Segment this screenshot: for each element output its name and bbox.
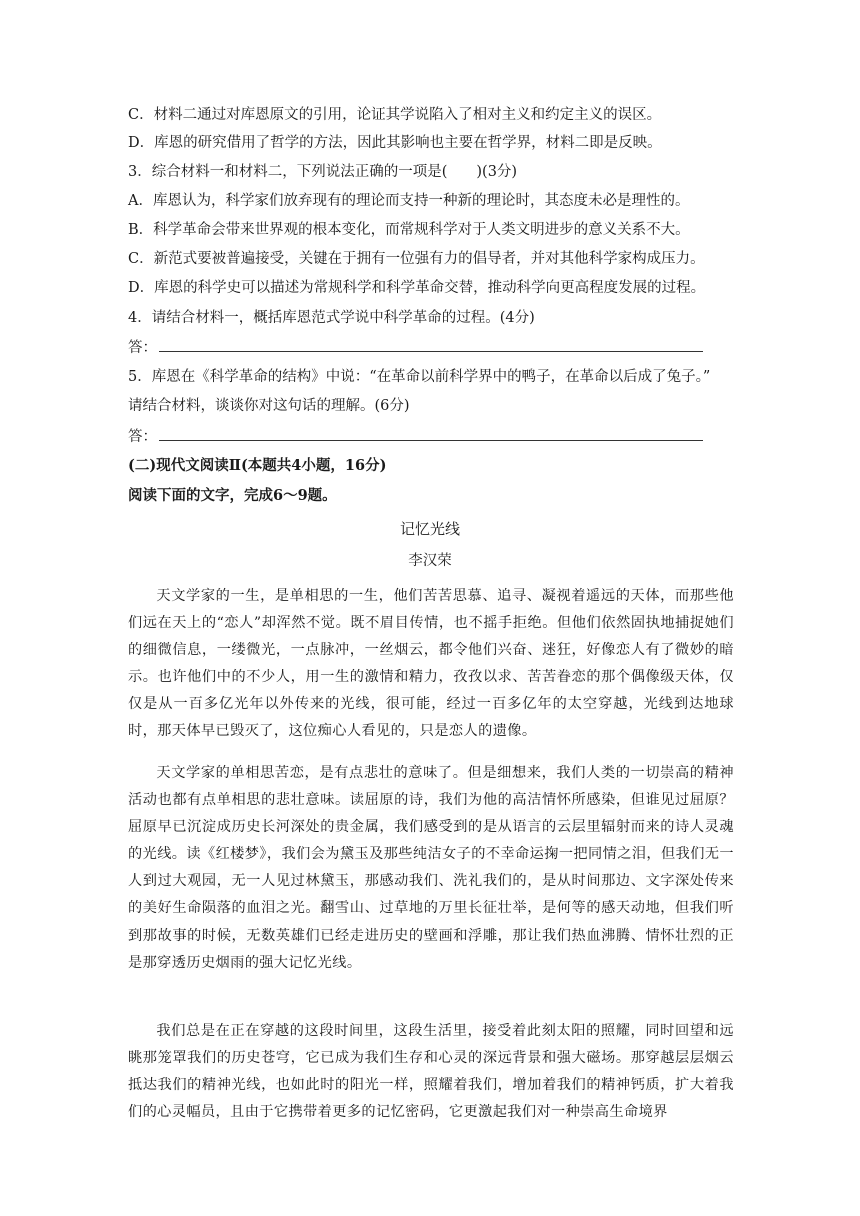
article-paragraph-1: 天文学家的一生，是单相思的一生，他们苦苦思慕、追寻、凝视着遥远的天体，而那些他们远在天上的“恋人”却浑然不觉。既不眉目传情，也不摇手拒绝。但他们依然固执地捕捉她们的细微信息，一缕微光，一点脉冲，一丝烟云，都令他们兴奋、迷狂，好像恋人有了微妙的暗示。也许他们中的不少人，用一生的激情和精力，孜孜以求、苦苦眷恋的那个偶像级天体，仅仅是从一百多亿光年以外传来的光线，很可能，经过一百多亿年的太空穿越，光线到达地球时，那天体早已毁灭了，这位痴心人看见的，只是恋人的遗像。	[128, 588, 734, 740]
option-q3-a: A．库恩认为，科学家们放弃现有的理论而支持一种新的理论时，其态度未必是理性的。	[128, 193, 690, 209]
answer-label: 答：	[128, 340, 157, 356]
answer-blank	[159, 426, 703, 441]
answer-line-q4	[128, 337, 703, 358]
option-q3-d: D．库恩的科学史可以描述为常规科学和科学革命交替，推动科学向更高程度发展的过程。	[128, 280, 706, 296]
option-q3-c: C．新范式要被普遍接受，关键在于拥有一位强有力的倡导者，并对其他科学家构成压力。	[128, 251, 705, 267]
question-3-stem: 3．综合材料一和材料二，下列说法正确的一项是( )(3分)	[128, 164, 518, 180]
section-instruction: 阅读下面的文字，完成6～9题。	[128, 487, 337, 504]
question-5-stem: 5．库恩在《科学革命的结构》中说：“在革命以前科学界中的鸭子，在革命以后成了兔子。”	[128, 369, 711, 385]
answer-label: 答：	[128, 429, 157, 445]
section-heading: (二)现代文阅读Ⅱ(本题共4小题，16分)	[128, 457, 387, 474]
option-q2-c: C．材料二通过对库恩原文的引用，论证其学说陷入了相对主义和约定主义的误区。	[128, 107, 662, 123]
option-q2-d: D．库恩的研究借用了哲学的方法，因此其影响也主要在哲学界，材料二即是反映。	[128, 135, 662, 151]
option-q3-b: B．科学革命会带来世界观的根本变化，而常规科学对于人类文明进步的意义关系不大。	[128, 222, 690, 238]
article-title: 记忆光线	[399, 520, 460, 538]
answer-line-q5	[128, 426, 703, 447]
article-paragraph-3: 我们总是在正在穿越的这段时间里，这段生活里，接受着此刻太阳的照耀，同时回望和远眺那笼罩我们的历史苍穹，它已成为我们生存和心灵的深远背景和强大磁场。那穿越层层烟云抵达我们的精神光线，也如此时的阳光一样，照耀着我们，增加着我们的精神钙质，扩大着我们的心灵幅员，且由于它携带着更多的记忆密码，它更激起我们对一种崇高生命境界	[128, 1023, 734, 1121]
question-5-stem-cont: 请结合材料，谈谈你对这句话的理解。(6分)	[128, 398, 410, 414]
question-4-stem: 4．请结合材料一，概括库恩范式学说中科学革命的过程。(4分)	[128, 310, 535, 326]
article-paragraph-2: 天文学家的单相思苦恋，是有点悲壮的意味了。但是细想来，我们人类的一切崇高的精神活动也都有点单相思的悲壮意味。读屈原的诗，我们为他的高洁情怀所感染，但谁见过屈原？屈原早已沉淀成历史长河深处的贵金属，我们感受到的是从语言的云层里辐射而来的诗人灵魂的光线。读《红楼梦》，我们会为黛玉及那些纯洁女子的不幸命运掬一把同情之泪，但我们无一人到过大观园，无一人见过林黛玉，那感动我们、洗礼我们的，是从时间那边、文字深处传来的美好生命陨落的血泪之光。翻雪山、过草地的万里长征壮举，是何等的感天动地，但我们听到那故事的时候，无数英雄们已经走进历史的壁画和浮雕，那让我们热血沸腾、情怀壮烈的正是那穿透历史烟雨的强大记忆光线。	[128, 765, 734, 971]
article-author: 李汉荣	[408, 553, 452, 569]
answer-blank	[159, 337, 703, 352]
